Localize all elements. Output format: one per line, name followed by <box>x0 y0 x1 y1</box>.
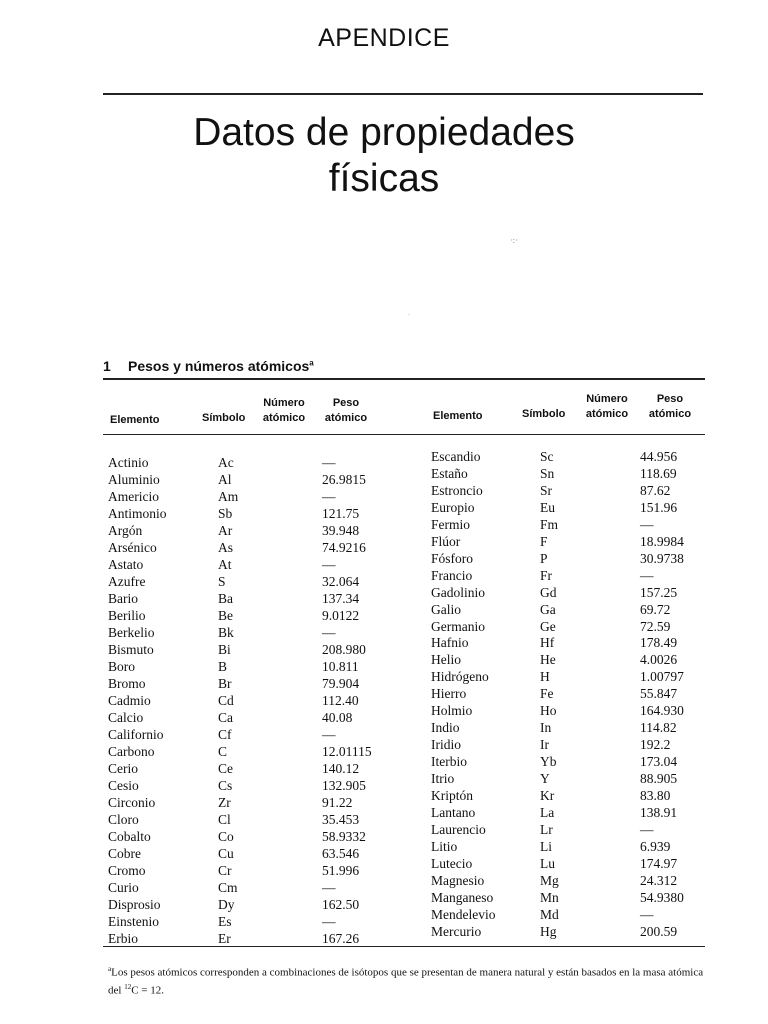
atomic-weight: — <box>322 557 336 572</box>
element-name: Berkelio <box>108 625 155 640</box>
page-title-line-2: físicas <box>328 157 440 200</box>
element-name: Laurencio <box>431 822 486 837</box>
element-symbol: Kr <box>540 788 555 803</box>
atomic-weight: 63.546 <box>322 846 360 861</box>
element-symbol: Mn <box>540 890 559 905</box>
element-name: Galio <box>431 602 461 617</box>
element-name: Escandio <box>431 449 481 464</box>
page-title-line-1: Datos de propiedades <box>193 111 575 154</box>
element-symbol: Sc <box>540 449 554 464</box>
element-symbol: Cu <box>218 846 234 861</box>
atomic-weight: 112.40 <box>322 693 359 708</box>
header-symbol-right: Símbolo <box>522 408 566 420</box>
element-name: Lutecio <box>431 856 473 871</box>
element-symbol: Sr <box>540 483 553 498</box>
element-name: Astato <box>108 557 144 572</box>
atomic-weight: 178.49 <box>640 635 678 650</box>
element-symbol: Br <box>218 676 232 691</box>
atomic-weight: 121.75 <box>322 506 360 521</box>
atomic-weight: 6.939 <box>640 839 671 854</box>
element-symbol: Ca <box>218 710 233 725</box>
header-weight-top: Peso <box>656 393 684 405</box>
atomic-weight: 9.0122 <box>322 608 360 623</box>
element-name: Germanio <box>431 619 485 634</box>
atomic-weight: 91.22 <box>322 795 353 810</box>
element-name: Indio <box>431 720 460 735</box>
atomic-weight: 35.453 <box>322 812 360 827</box>
element-symbol: Eu <box>540 500 555 515</box>
element-symbol: C <box>218 744 228 759</box>
element-name: Hidrógeno <box>431 669 489 684</box>
element-name: Bromo <box>108 676 146 691</box>
element-name: Lantano <box>431 805 476 820</box>
header-weight-right <box>642 393 698 421</box>
element-symbol: Am <box>218 489 239 504</box>
element-name: Cromo <box>108 863 146 878</box>
element-symbol: Ho <box>540 703 557 718</box>
element-symbol: At <box>218 557 232 572</box>
atomic-weight: — <box>640 568 654 583</box>
atomic-weight: 39.948 <box>322 523 360 538</box>
scan-speck: ·:· <box>510 236 518 245</box>
element-symbol: Sn <box>540 466 555 481</box>
table-bottom-rule <box>103 946 705 947</box>
atomic-weight: 192.2 <box>640 737 671 752</box>
element-symbol: Co <box>218 829 234 844</box>
element-name: Mendelevio <box>431 907 496 922</box>
element-name: Holmio <box>431 703 473 718</box>
element-symbol: Es <box>218 914 232 929</box>
atomic-weight: — <box>640 822 654 837</box>
header-number-right <box>578 393 636 421</box>
atomic-weight: 137.34 <box>322 591 360 606</box>
footnote-isotope-mass: 12 <box>124 982 132 991</box>
element-symbol: Fm <box>540 517 559 532</box>
element-symbol: Md <box>540 907 559 922</box>
table-top-rule <box>103 378 705 380</box>
atomic-weight: — <box>322 489 336 504</box>
element-symbol: Be <box>218 608 233 623</box>
atomic-weight: 18.9984 <box>640 534 684 549</box>
header-symbol-left: Símbolo <box>202 412 246 424</box>
element-symbol: Fr <box>540 568 553 583</box>
element-symbol: Yb <box>540 754 557 769</box>
element-symbol: Cd <box>218 693 234 708</box>
element-name: Boro <box>108 659 135 674</box>
chapter-heading: APENDICE <box>318 24 450 52</box>
atomic-weight: 140.12 <box>322 761 360 776</box>
atomic-weight: 174.97 <box>640 856 678 871</box>
element-symbol: As <box>218 540 234 555</box>
element-name: Antimonio <box>108 506 167 521</box>
element-name: Circonio <box>108 795 156 810</box>
atomic-weight: 167.26 <box>322 931 360 946</box>
header-weight-left <box>318 397 374 425</box>
atomic-weight: 24.312 <box>640 873 678 888</box>
element-name: Gadolinio <box>431 585 485 600</box>
element-name: Cloro <box>108 812 139 827</box>
element-name: Estaño <box>431 466 468 481</box>
section-number: 1 <box>103 358 111 374</box>
element-name: Iridio <box>431 737 461 752</box>
element-symbol: Cs <box>218 778 233 793</box>
atomic-weight: 1.00797 <box>640 669 684 684</box>
section-title <box>103 358 314 374</box>
header-weight-top: Peso <box>332 397 360 409</box>
element-name: Azufre <box>108 574 146 589</box>
scan-speck: · <box>408 312 410 319</box>
atomic-weight: 157.25 <box>640 585 678 600</box>
element-symbol: Hf <box>540 635 555 650</box>
atomic-weight: 114.82 <box>640 720 677 735</box>
element-symbol: Y <box>540 771 550 786</box>
element-name: Magnesio <box>431 873 485 888</box>
element-symbol: Fe <box>540 686 554 701</box>
element-symbol: Bk <box>218 625 234 640</box>
element-symbol: Ar <box>218 523 233 538</box>
atomic-weight: 79.904 <box>322 676 360 691</box>
atomic-weight: 32.064 <box>322 574 360 589</box>
element-name: Aluminio <box>108 472 160 487</box>
element-name: Argón <box>108 523 143 538</box>
atomic-weight: 208.980 <box>322 642 366 657</box>
atomic-weight: 58.9332 <box>322 829 366 844</box>
header-number-left <box>256 397 312 425</box>
element-symbol: Hg <box>540 924 557 939</box>
section-footnote-mark: a <box>309 358 314 368</box>
element-name: Californio <box>108 727 164 742</box>
element-name: Francio <box>431 568 473 583</box>
atomic-weight: 40.08 <box>322 710 353 725</box>
footnote-text-end: C = 12. <box>131 984 164 997</box>
atomic-weight: — <box>322 455 336 470</box>
element-symbol: He <box>540 652 556 667</box>
atomic-weight: 164.930 <box>640 703 684 718</box>
element-symbol: Zr <box>218 795 231 810</box>
element-name: Itrio <box>431 771 455 786</box>
header-number-top: Número <box>586 393 628 405</box>
element-symbol: Al <box>218 472 232 487</box>
header-number-bottom: atómico <box>585 408 629 420</box>
footnote-mark: a <box>108 965 112 973</box>
element-symbol: B <box>218 659 228 674</box>
top-divider <box>103 93 703 95</box>
element-name: Einstenio <box>108 914 159 929</box>
section-title-text: Pesos y números atómicos <box>128 358 310 374</box>
element-symbol: Lu <box>540 856 555 871</box>
element-symbol: F <box>540 534 548 549</box>
element-name: Calcio <box>108 710 144 725</box>
element-name: Iterbio <box>431 754 467 769</box>
atomic-weight: 162.50 <box>322 897 360 912</box>
header-number-top: Número <box>263 397 305 409</box>
element-symbol: Gd <box>540 585 557 600</box>
atomic-weight: 44.956 <box>640 449 678 464</box>
atomic-weight: 30.9738 <box>640 551 684 566</box>
element-symbol: Ir <box>540 737 549 752</box>
atomic-weight: — <box>322 914 336 929</box>
atomic-weight: 54.9380 <box>640 890 684 905</box>
atomic-weight: — <box>322 880 336 895</box>
element-symbol: Lr <box>540 822 553 837</box>
element-symbol: In <box>540 720 552 735</box>
element-name: Hafnio <box>431 635 469 650</box>
atomic-weight: 132.905 <box>322 778 366 793</box>
element-name: Fermio <box>431 517 470 532</box>
element-name: Arsénico <box>108 540 157 555</box>
header-weight-bottom: atómico <box>324 412 368 424</box>
header-element-right: Elemento <box>433 410 483 422</box>
element-symbol: Ce <box>218 761 233 776</box>
element-name: Disprosio <box>108 897 161 912</box>
atomic-weight: 72.59 <box>640 619 671 634</box>
element-symbol: Dy <box>218 897 235 912</box>
element-name: Americio <box>108 489 159 504</box>
element-name: Estroncio <box>431 483 483 498</box>
element-name: Kriptón <box>431 788 473 803</box>
element-symbol: S <box>218 574 226 589</box>
element-name: Berilio <box>108 608 146 623</box>
element-symbol: P <box>540 551 548 566</box>
element-symbol: Cl <box>218 812 231 827</box>
footnote <box>108 962 708 997</box>
footnote-text: Los pesos atómicos corresponden a combinaciones de isótopos que se presentan de manera natural y están basados en la masa atómica del <box>108 966 704 997</box>
atomic-weight: — <box>322 727 336 742</box>
element-name: Bario <box>108 591 138 606</box>
atomic-weight: 118.69 <box>640 466 677 481</box>
element-name: Flúor <box>431 534 461 549</box>
page-title <box>0 110 768 202</box>
element-name: Fósforo <box>431 551 474 566</box>
element-name: Litio <box>431 839 458 854</box>
element-name: Helio <box>431 652 461 667</box>
element-name: Cesio <box>108 778 139 793</box>
atomic-weight: 26.9815 <box>322 472 366 487</box>
atomic-weight: 138.91 <box>640 805 678 820</box>
element-symbol: Li <box>540 839 552 854</box>
element-symbol: Ba <box>218 591 233 606</box>
element-name: Erbio <box>108 931 138 946</box>
atomic-weight: 10.811 <box>322 659 359 674</box>
atomic-weight: — <box>640 907 654 922</box>
atomic-weight: — <box>640 517 654 532</box>
element-name: Cadmio <box>108 693 151 708</box>
element-name: Cobre <box>108 846 141 861</box>
element-name: Cobalto <box>108 829 151 844</box>
table-header-rule <box>103 434 705 435</box>
atomic-weight: 74.9216 <box>322 540 366 555</box>
element-name: Carbono <box>108 744 155 759</box>
element-symbol: Cm <box>218 880 238 895</box>
element-symbol: Er <box>218 931 231 946</box>
element-symbol: Ac <box>218 455 234 470</box>
atomic-weight: 87.62 <box>640 483 671 498</box>
element-symbol: H <box>540 669 550 684</box>
atomic-weight: 55.847 <box>640 686 678 701</box>
atomic-weight: 200.59 <box>640 924 678 939</box>
element-name: Bismuto <box>108 642 154 657</box>
element-name: Mercurio <box>431 924 482 939</box>
element-name: Curio <box>108 880 139 895</box>
element-name: Manganeso <box>431 890 494 905</box>
element-name: Europio <box>431 500 475 515</box>
header-number-bottom: atómico <box>262 412 306 424</box>
atomic-weight: 4.0026 <box>640 652 678 667</box>
element-symbol: Cr <box>218 863 232 878</box>
atomic-weight: 51.996 <box>322 863 360 878</box>
element-symbol: Ge <box>540 619 556 634</box>
element-symbol: Mg <box>540 873 559 888</box>
atomic-weight: 151.96 <box>640 500 678 515</box>
atomic-weight: 173.04 <box>640 754 678 769</box>
element-symbol: Ga <box>540 602 556 617</box>
element-name: Hierro <box>431 686 467 701</box>
atomic-weight: 83.80 <box>640 788 671 803</box>
atomic-weight: 88.905 <box>640 771 678 786</box>
element-symbol: Cf <box>218 727 232 742</box>
element-name: Cerio <box>108 761 138 776</box>
element-symbol: Sb <box>218 506 233 521</box>
atomic-weight: 12.01115 <box>322 744 372 759</box>
element-symbol: La <box>540 805 555 820</box>
element-name: Actinio <box>108 455 149 470</box>
element-symbol: Bi <box>218 642 231 657</box>
atomic-weight: 69.72 <box>640 602 671 617</box>
header-element-left: Elemento <box>110 414 160 426</box>
header-weight-bottom: atómico <box>648 408 692 420</box>
atomic-weight: — <box>322 625 336 640</box>
